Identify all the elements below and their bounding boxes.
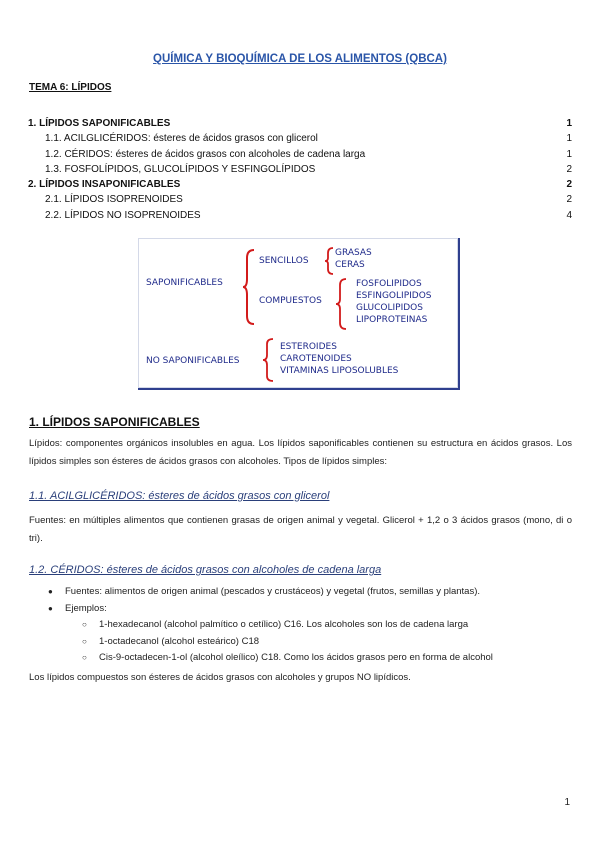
toc-entry-page: 2 — [566, 163, 572, 175]
lipid-classification-diagram — [138, 238, 460, 390]
subsection-heading-ceridos: 1.2. CÉRIDOS: ésteres de ácidos grasos con alcoholes de cadena larga — [29, 564, 382, 576]
section-intro: Lípidos: componentes orgánicos insolubles en agua. Los lípidos saponificables contienen su estructura en ácidos grasos. Los lípidos simples son ésteres de ácidos grasos con alcoholes. Tipos de lípidos simples: — [29, 438, 572, 467]
toc-entry[interactable] — [28, 131, 572, 146]
toc-entry-page: 2 — [566, 179, 572, 191]
list-item-text: 1-hexadecanol (alcohol palmítico o cetílico) C16. Los alcoholes son los de cadena larga — [99, 619, 469, 630]
topic-heading: TEMA 6: LÍPIDOS — [29, 82, 112, 93]
toc-entry-label: 1.1. ACILGLICÉRIDOS: ésteres de ácidos grasos con glicerol — [45, 133, 318, 145]
list-item — [48, 634, 568, 651]
list-item — [48, 584, 568, 601]
section-heading: 1. LÍPIDOS SAPONIFICABLES — [29, 415, 200, 429]
toc-entry-label: 2.2. LÍPIDOS NO ISOPRENOIDES — [45, 209, 201, 221]
table-of-contents — [28, 116, 572, 223]
bullet-icon: ● — [48, 603, 53, 613]
toc-entry-page: 4 — [566, 209, 572, 221]
toc-entry-label: 1. LÍPIDOS SAPONIFICABLES — [28, 118, 171, 129]
scheme-lipoproteinas: LIPOPROTEINAS — [356, 315, 428, 325]
scheme-saponificables: SAPONIFICABLES — [146, 278, 223, 288]
closing-paragraph: Los lípidos compuestos son ésteres de ácidos grasos con alcoholes y grupos NO lipídicos. — [29, 672, 411, 683]
scheme-glucolipidos: GLUCOLIPIDOS — [356, 303, 423, 313]
toc-entry[interactable] — [28, 177, 572, 192]
scheme-grasas: GRASAS — [335, 248, 372, 258]
list-item-text: Fuentes: alimentos de origen animal (pescados y crustáceos) y vegetal (frutos, semillas y plantas). — [65, 586, 481, 597]
list-item — [48, 650, 568, 667]
brace-no-saponificables — [262, 338, 274, 382]
scheme-carotenoides: CAROTENOIDES — [280, 354, 352, 364]
toc-entry[interactable] — [28, 208, 572, 223]
toc-entry[interactable] — [28, 147, 572, 162]
toc-entry-page: 2 — [566, 194, 572, 206]
brace-saponificables — [242, 248, 256, 326]
scheme-no-saponificables: NO SAPONIFICABLES — [146, 356, 240, 366]
circle-bullet-icon: ○ — [82, 636, 87, 646]
toc-entry[interactable] — [28, 116, 572, 131]
scheme-fosfolipidos: FOSFOLIPIDOS — [356, 279, 422, 289]
circle-bullet-icon: ○ — [82, 620, 87, 629]
brace-compuestos — [335, 278, 347, 330]
toc-entry-page: 1 — [566, 118, 572, 129]
list-item-text: 1-octadecanol (alcohol esteárico) C18 — [99, 635, 260, 647]
toc-entry-label: 2.1. LÍPIDOS ISOPRENOIDES — [45, 194, 183, 206]
toc-entry[interactable] — [28, 162, 572, 177]
list-item — [48, 601, 568, 618]
scheme-sencillos: SENCILLOS — [259, 256, 309, 266]
document-title: QUÍMICA Y BIOQUÍMICA DE LOS ALIMENTOS (QBCA) — [153, 53, 447, 65]
toc-entry-label: 1.2. CÉRIDOS: ésteres de ácidos grasos con alcoholes de cadena larga — [45, 148, 366, 160]
ceridos-list — [48, 584, 568, 667]
circle-bullet-icon: ○ — [82, 653, 87, 662]
list-item-text: Cis-9-octadecen-1-ol (alcohol oleílico) C18. Como los ácidos grasos pero en forma de alcohol — [99, 652, 493, 663]
list-item — [48, 617, 568, 634]
scheme-esfingolipidos: ESFINGOLIPIDOS — [356, 291, 432, 301]
brace-sencillos — [324, 247, 334, 275]
scheme-esteroides: ESTEROIDES — [280, 342, 337, 352]
toc-entry[interactable] — [28, 192, 572, 207]
bullet-icon: ● — [48, 587, 53, 596]
subsection-heading-acilgliceridos: 1.1. ACILGLICÉRIDOS: ésteres de ácidos grasos con glicerol — [29, 490, 330, 502]
subsection-text-acilgliceridos: Fuentes: en múltiples alimentos que contienen grasas de origen animal y vegetal. Glicerol + 1,2 o 3 ácidos grasos (mono, di o tri). — [29, 515, 572, 544]
toc-entry-page: 1 — [566, 148, 572, 160]
scheme-ceras: CERAS — [335, 260, 365, 270]
list-item-text: Ejemplos: — [65, 602, 107, 614]
scheme-compuestos: COMPUESTOS — [259, 296, 322, 306]
toc-entry-page: 1 — [566, 133, 572, 145]
scheme-vitaminas: VITAMINAS LIPOSOLUBLES — [280, 366, 399, 376]
toc-entry-label: 2. LÍPIDOS INSAPONIFICABLES — [28, 179, 181, 191]
page-number: 1 — [564, 797, 570, 808]
toc-entry-label: 1.3. FOSFOLÍPIDOS, GLUCOLÍPIDOS Y ESFINGOLÍPIDOS — [45, 163, 316, 175]
